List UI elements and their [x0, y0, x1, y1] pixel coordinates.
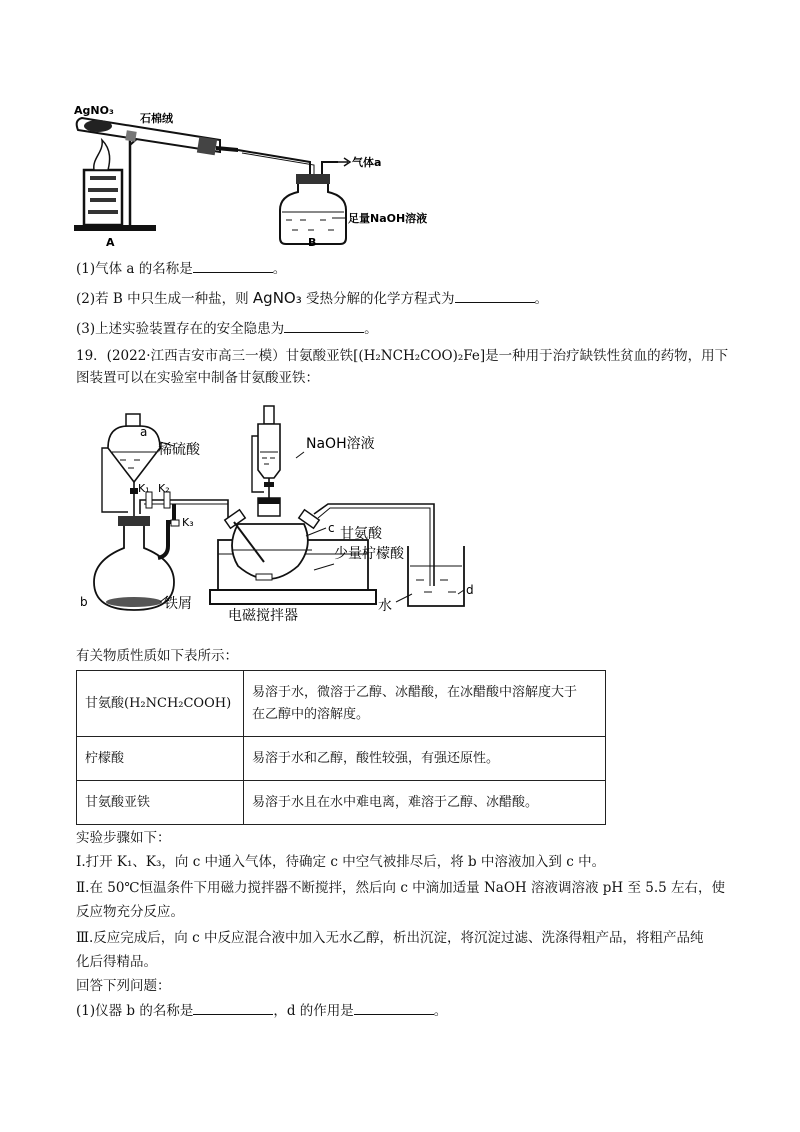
table-cell-desc: 易溶于水且在水中难电离，难溶于乙醇、冰醋酸。 — [244, 781, 606, 825]
magnetic-stirrer — [210, 590, 376, 604]
leader-naoh — [296, 452, 304, 458]
bottle-stopper — [296, 174, 330, 184]
valve-k3 — [171, 520, 179, 526]
q18-sub1: (1)气体 a 的名称是 。 — [76, 258, 286, 279]
answer-blank[interactable] — [455, 288, 535, 303]
answer-heading: 回答下列问题： — [76, 978, 171, 994]
apparatus-figure-2 — [78, 396, 498, 626]
outlet-tube — [322, 162, 338, 174]
naoh-funnel-stopper — [264, 406, 274, 424]
label-k3: K₃ — [182, 516, 194, 529]
beaker-marks — [416, 580, 456, 592]
table-row — [77, 737, 606, 781]
stopper — [197, 137, 217, 156]
answer-blank[interactable] — [354, 1000, 434, 1015]
table-cell-name: 柠檬酸 — [77, 737, 244, 781]
label-A: A — [106, 236, 115, 249]
table-cell-desc: 易溶于水，微溶于乙醇、冰醋酸，在冰醋酸中溶解度大于 在乙醇中的溶解度。 — [244, 671, 606, 737]
label-gas-a: 气体a — [352, 156, 382, 169]
step-1: Ⅰ.打开 K₁、K₃，向 c 中通入气体，待确定 c 中空气被排尽后，将 b 中溶液加入到 c 中。 — [76, 854, 606, 870]
q19-intro-2: 图装置可以在实验室中制备甘氨酸亚铁： — [76, 370, 319, 386]
funnel-valve — [130, 488, 138, 494]
beaker — [408, 546, 464, 606]
label-naoh: NaOH溶液 — [306, 436, 375, 452]
center-stopper — [258, 498, 280, 504]
table-cell-name: 甘氨酸亚铁 — [77, 781, 244, 825]
flask-stopper — [118, 516, 150, 526]
label-a: a — [140, 425, 148, 439]
properties-table — [76, 670, 606, 825]
step-3-line-1: Ⅲ.反应完成后，向 c 中反应混合液中加入无水乙醇，析出沉淀，将沉淀过滤、洗涤得粗产品，将粗产品纯 — [76, 930, 704, 946]
label-iron: 铁屑 — [164, 596, 192, 612]
funnel-stopper — [126, 414, 140, 426]
iron-filings — [106, 597, 162, 607]
table-row — [77, 781, 606, 825]
asbestos-wool — [125, 130, 136, 141]
stir-bar — [256, 574, 272, 580]
table-cell-desc: 易溶于水和乙醇，酸性较强，有强还原性。 — [244, 737, 606, 781]
naoh-funnel — [258, 424, 280, 478]
q19-intro-1: 19．(2022·江西吉安市高三一模）甘氨酸亚铁[(H₂NCH₂COO)₂Fe]是一种用于治疗缺铁性贫血的药物，用下 — [76, 348, 729, 364]
label-dilute-acid: 稀硫酸 — [158, 442, 200, 458]
q19-sub1: (1)仪器 b 的名称是 ，d 的作用是 。 — [76, 1000, 447, 1021]
q18-sub3: (3)上述实验装置存在的安全隐患为 。 — [76, 318, 378, 339]
label-b: b — [80, 595, 88, 609]
label-k1: K₁ — [138, 482, 150, 495]
label-d: d — [466, 583, 474, 597]
label-naoh: 足量NaOH溶液 — [348, 212, 428, 225]
steps-heading: 实验步骤如下： — [76, 830, 171, 846]
leader-c — [306, 528, 326, 536]
answer-blank[interactable] — [284, 318, 364, 333]
label-c: c — [328, 521, 335, 535]
naoh-valve — [264, 482, 274, 487]
label-glycine: 甘氨酸 — [340, 526, 382, 542]
answer-blank[interactable] — [193, 258, 273, 273]
agno3-powder — [84, 120, 112, 132]
step-2-line-1: Ⅱ.在 50℃恒温条件下用磁力搅拌器不断搅拌，然后向 c 中滴加适量 NaOH 溶液调溶液 pH 至 5.5 左右，使 — [76, 880, 726, 896]
step-2-line-2: 反应物充分反应。 — [76, 904, 184, 920]
label-k2: K₂ — [158, 482, 170, 495]
label-asbestos: 石棉绒 — [140, 112, 173, 125]
flame — [94, 140, 110, 170]
leader-water — [396, 594, 412, 602]
apparatus-figure-1 — [70, 100, 428, 250]
table-intro: 有关物质性质如下表所示： — [76, 648, 238, 664]
table-row — [77, 671, 606, 737]
k3-hose — [158, 504, 174, 558]
label-stirrer: 电磁搅拌器 — [228, 608, 298, 624]
flask-b — [94, 520, 174, 610]
q18-sub2: (2)若 B 中只生成一种盐，则 AgNO₃ 受热分解的化学方程式为 。 — [76, 289, 549, 307]
step-3-line-2: 化后得精品。 — [76, 954, 157, 970]
label-water: 水 — [378, 598, 392, 614]
dropping-funnel — [108, 426, 160, 482]
table-cell-name: 甘氨酸(H₂NCH₂COOH) — [77, 671, 244, 737]
label-citric-acid: 少量柠檬酸 — [334, 546, 404, 562]
label-agno3: AgNO₃ — [74, 104, 114, 117]
answer-blank[interactable] — [193, 1000, 273, 1015]
label-B: B — [308, 236, 317, 249]
gas-arrow — [338, 158, 350, 166]
